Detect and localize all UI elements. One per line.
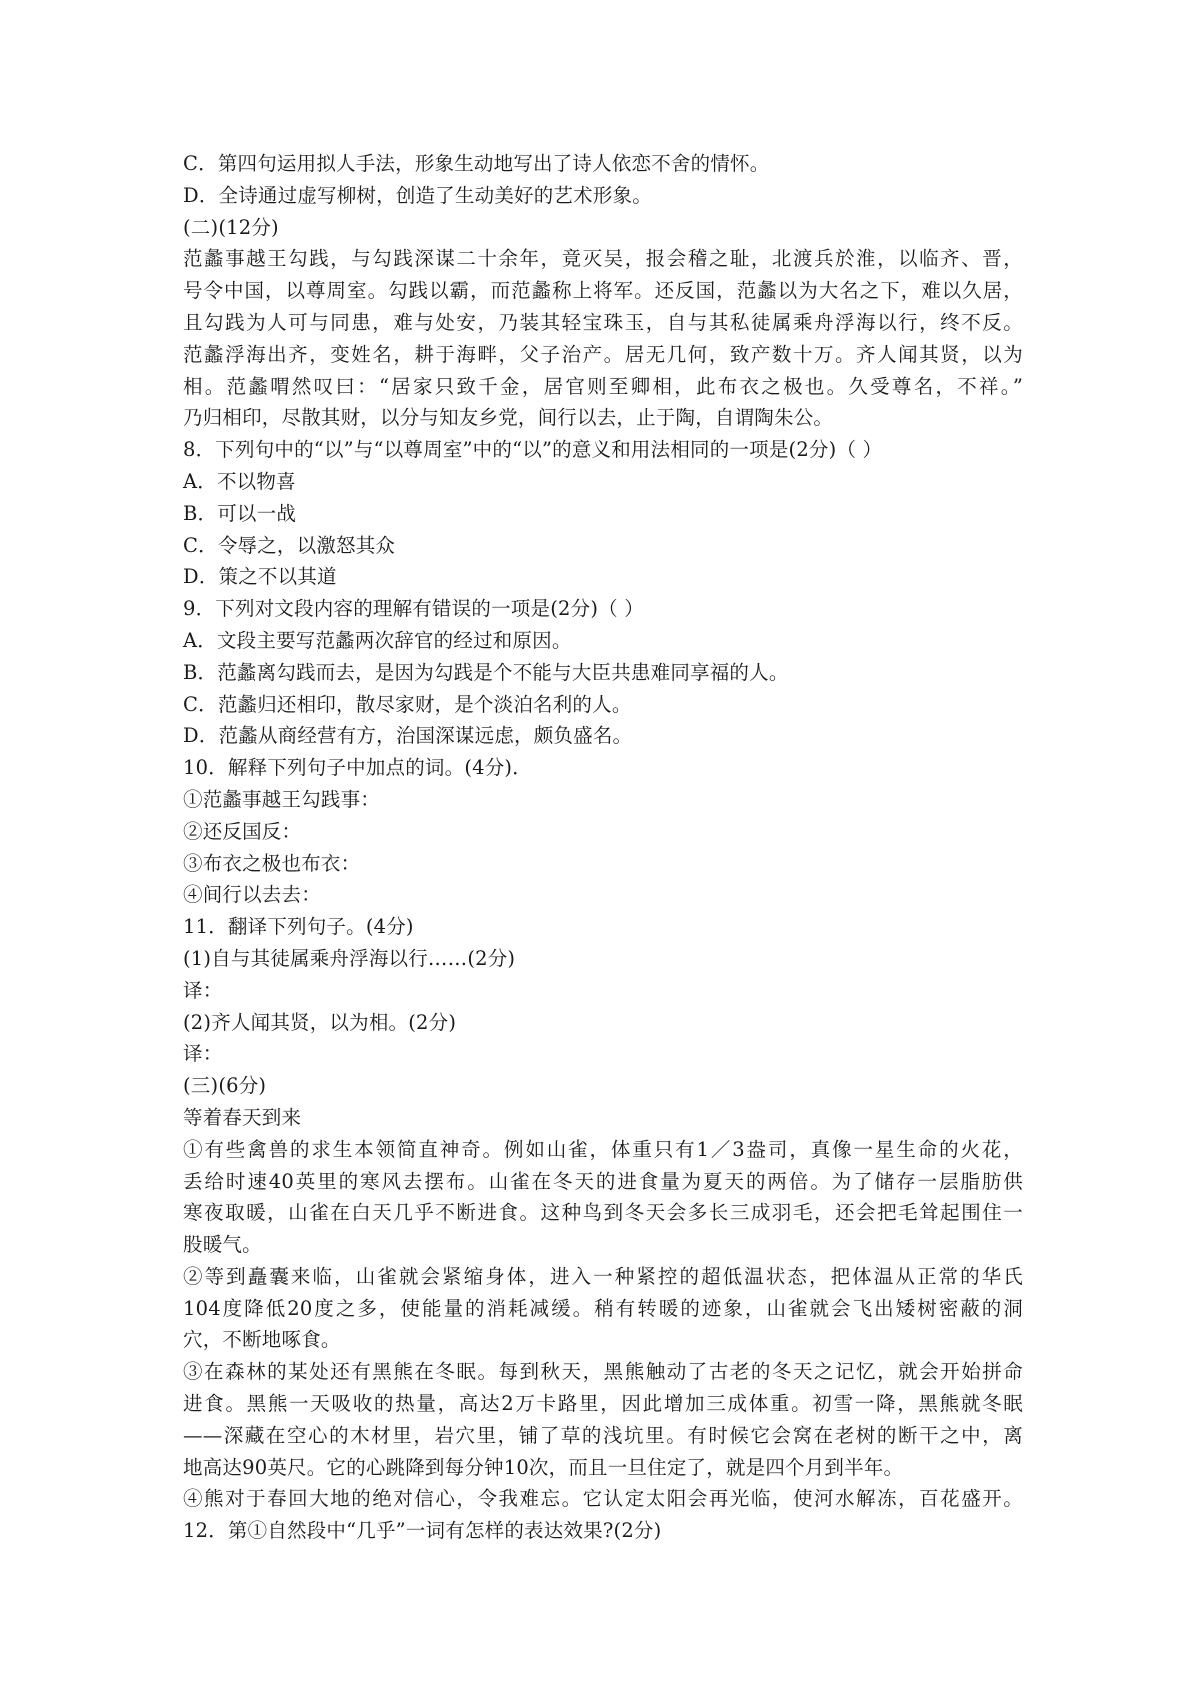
text-line: ①有些禽兽的求生本领简直神奇。例如山雀，体重只有1／3盎司，真像一星生命的火花， (183, 1137, 1023, 1161)
text-line: 104度降低20度之多，使能量的消耗减缓。稍有转暖的迹象，山雀就会飞出矮树密蔽的洞 (183, 1296, 1023, 1320)
text-line: 译： (183, 978, 223, 1002)
text-line: (二)(12分) (183, 215, 279, 239)
text-line: 股暖气。 (183, 1233, 262, 1257)
text-line: (三)(6分) (183, 1074, 267, 1098)
text-line: ③在森林的某处还有黑熊在冬眠。每到秋天，黑熊触动了古老的冬天之记忆，就会开始拼命 (183, 1360, 1023, 1384)
text-line: 11．翻译下列句子。(4分) (183, 915, 414, 939)
text-line: 且勾践为人可与同患，难与处安，乃装其轻宝珠玉，自与其私徒属乘舟浮海以行，终不反。 (183, 310, 1023, 334)
text-line: ④熊对于春回大地的绝对信心，令我难忘。它认定太阳会再光临，使河水解冻，百花盛开。 (183, 1487, 1023, 1511)
text-line: B．可以一战 (183, 501, 297, 525)
text-line: 等着春天到来 (183, 1105, 302, 1129)
text-line: ——深藏在空心的木材里，岩穴里，铺了草的浅坑里。有时候它会窝在老树的断干之中，离 (183, 1423, 1023, 1447)
text-line: 穴，不断地啄食。 (183, 1328, 341, 1352)
text-line: D．范蠡从商经营有方，治国深谋远虑，颇负盛名。 (183, 724, 633, 748)
text-line: 译： (183, 1042, 223, 1066)
text-line: ②等到矗囊来临，山雀就会紧缩身体，进入一种紧控的超低温状态，把体温从正常的华氏 (183, 1264, 1023, 1288)
text-line: 范蠡浮海出齐，变姓名，耕于海畔，父子治产。居无几何，致产数十万。齐人闻其贤，以为 (183, 342, 1023, 366)
text-line: 相。范蠡喟然叹曰：“居家只致千金，居官则至卿相，此布衣之极也。久受尊名，不祥。” (183, 374, 1023, 398)
text-line: 10．解释下列句子中加点的词。(4分)． (183, 756, 532, 780)
text-line: 8．下列句中的“以”与“以尊周室”中的“以”的意义和用法相同的一项是(2分)（ ） (183, 438, 883, 462)
text-line: 丢给时速40英里的寒风去摆布。山雀在冬天的进食量为夏天的两倍。为了储存一层脂肪供 (183, 1169, 1023, 1193)
text-line: ④间行以去去： (183, 883, 321, 907)
text-line: 地高达90英尺。它的心跳降到每分钟10次，而且一旦住定了，就是四个月到半年。 (183, 1455, 904, 1479)
text-line: 12．第①自然段中“几乎”一词有怎样的表达效果?(2分) (183, 1519, 662, 1543)
text-line: (2)齐人闻其贤，以为相。(2分) (183, 1010, 457, 1034)
text-line: ③布衣之极也布衣： (183, 851, 361, 875)
text-line: 乃归相印，尽散其财，以分与知友乡党，间行以去，止于陶，自谓陶朱公。 (183, 406, 834, 430)
text-line: ①范蠡事越王勾践事： (183, 787, 381, 811)
text-line: B．范蠡离勾践而去，是因为勾践是个不能与大臣共患难同享福的人。 (183, 660, 789, 684)
text-line: A．不以物喜 (183, 469, 296, 493)
text-line: D．全诗通过虚写柳树，创造了生动美好的艺术形象。 (183, 183, 652, 207)
text-line: C．第四句运用拟人手法，形象生动地写出了诗人依恋不舍的情怀。 (183, 152, 770, 175)
document-body (183, 148, 1023, 1547)
text-line: 范蠡事越王勾践，与勾践深谋二十余年，竟灭吴，报会稽之耻，北渡兵於淮，以临齐、晋， (183, 247, 1023, 271)
text-line: C．范蠡归还相印，散尽家财，是个淡泊名利的人。 (183, 692, 632, 716)
text-line: A．文段主要写范蠡两次辞官的经过和原因。 (183, 628, 572, 652)
text-line: 9．下列对文段内容的理解有错误的一项是(2分)（ ） (183, 597, 644, 621)
text-line: 进食。黑熊一天吸收的热量，高达2万卡路里，因此增加三成体重。初雪一降，黑熊就冬眠 (183, 1392, 1023, 1416)
text-line: ②还反国反： (183, 819, 302, 843)
text-line: 号令中国，以尊周室。勾践以霸，而范蠡称上将军。还反国，范蠡以为大名之下，难以久居， (183, 279, 1023, 303)
text-line: 寒夜取暖，山雀在白天几乎不断进食。这种鸟到冬天会多长三成羽毛，还会把毛耸起围住一 (183, 1201, 1023, 1225)
text-line: D．策之不以其道 (183, 565, 337, 589)
text-line: C．令辱之，以激怒其众 (183, 533, 396, 557)
text-line: (1)自与其徒属乘舟浮海以行……(2分) (183, 946, 516, 970)
